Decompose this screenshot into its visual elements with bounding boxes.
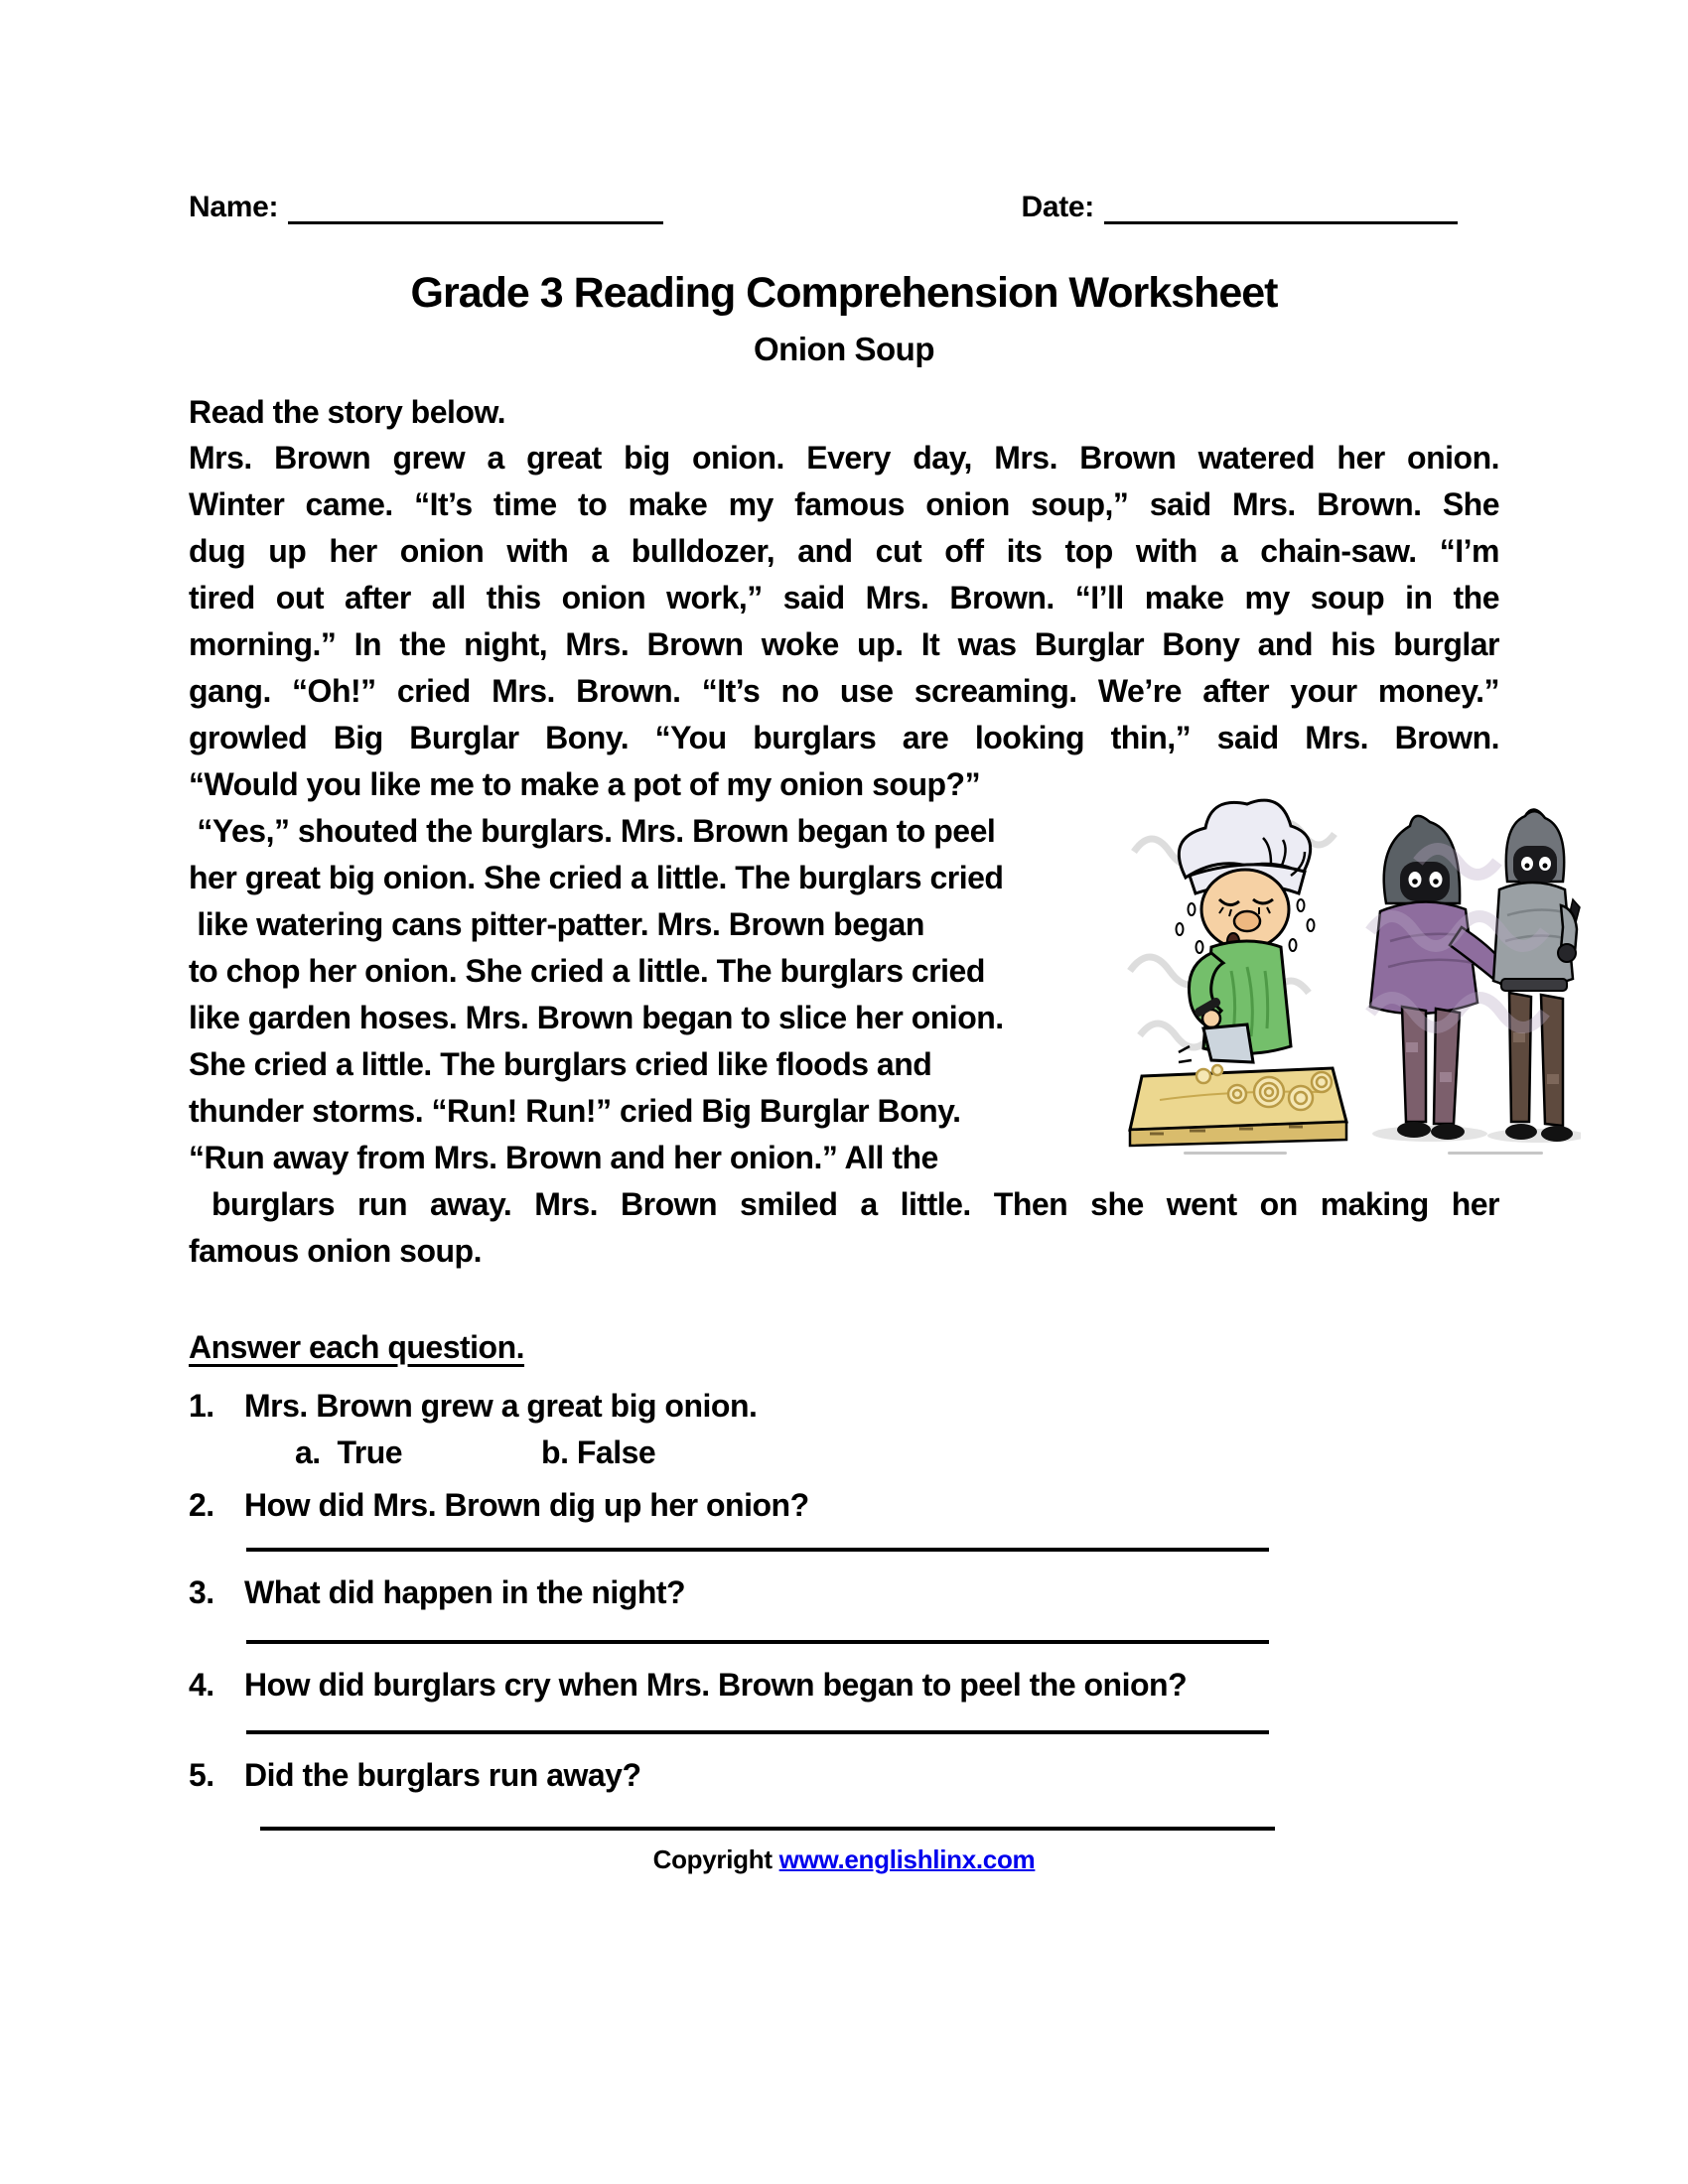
question-number: 2. [189, 1487, 214, 1523]
story-line: “Run away from Mrs. Brown and her onion.” All the [189, 1140, 938, 1175]
answer-blank-line [246, 1548, 1269, 1552]
cleaver-blade [1203, 1024, 1253, 1062]
story-title: Onion Soup [754, 331, 934, 367]
question-4 [189, 1662, 1499, 1708]
questions-heading: Answer each question. [189, 1329, 525, 1365]
story-line: to chop her onion. She cried a little. The burglars cried [189, 953, 985, 989]
story-illustration [1120, 782, 1581, 1163]
footer [189, 1844, 1499, 1875]
clipart-attribution-mark [1448, 1152, 1543, 1155]
story-line: like garden hoses. Mrs. Brown began to slice her onion. [189, 1000, 1004, 1035]
instructions: Read the story below. [189, 394, 506, 430]
story-line: like watering cans pitter-patter. Mrs. Brown began [189, 906, 924, 942]
question-text: Did the burglars run away? [244, 1757, 641, 1793]
story-line: morning.” In the night, Mrs. Brown woke up. It was Burglar Bony and his burglar [189, 626, 1499, 662]
answer-blank-line [246, 1730, 1269, 1734]
question-text: How did Mrs. Brown dig up her onion? [244, 1487, 809, 1523]
question-text: How did burglars cry when Mrs. Brown began to peel the onion? [244, 1667, 1188, 1703]
question-number: 4. [189, 1667, 214, 1703]
copyright-link[interactable]: www.englishlinx.com [778, 1844, 1036, 1874]
question-text: Mrs. Brown grew a great big onion. [244, 1388, 758, 1424]
name-label: Name: [189, 191, 279, 223]
question-number: 5. [189, 1757, 214, 1793]
chef-head [1201, 870, 1289, 949]
question-1 [189, 1383, 1499, 1430]
question-text: What did happen in the night? [244, 1574, 686, 1610]
answer-blank-line [260, 1827, 1275, 1831]
story-line: Mrs. Brown grew a great big onion. Every day, Mrs. Brown watered her onion. [189, 440, 1499, 476]
story-line: “Would you like me to make a pot of my onion soup?” [189, 766, 981, 802]
story-line: famous onion soup. [189, 1233, 482, 1269]
crying-chef-clipart [1130, 800, 1346, 1155]
date-label: Date: [1021, 191, 1094, 223]
story-line: tired out after all this onion work,” said Mrs. Brown. “I’ll make my soup in the [189, 580, 1499, 615]
name-field-group [189, 191, 663, 224]
copyright-label: Copyright [652, 1844, 773, 1874]
story-line: She cried a little. The burglars cried like floods and [189, 1046, 932, 1082]
question-3 [189, 1570, 1499, 1616]
story-line: dug up her onion with a bulldozer, and cut off its top with a chain-saw. “I’m [189, 533, 1499, 569]
header [189, 0, 1499, 224]
name-blank-line [288, 193, 663, 224]
question-2 [189, 1482, 1499, 1529]
crying-chef-and-burglars-image [1120, 782, 1581, 1163]
burglars-clipart [1370, 809, 1581, 1155]
story-line: burglars run away. Mrs. Brown smiled a little. Then she went on making her [189, 1186, 1500, 1222]
story-line: gang. “Oh!” cried Mrs. Brown. “It’s no use screaming. We’re after your money.” [189, 673, 1499, 709]
clipart-attribution-mark [1184, 1152, 1287, 1155]
story-line: her great big onion. She cried a little. The burglars cried [189, 860, 1004, 895]
story-line: “Yes,” shouted the burglars. Mrs. Brown began to peel [189, 813, 996, 849]
question-number: 3. [189, 1574, 214, 1610]
option-a-true: a. True [295, 1434, 403, 1470]
question-5 [189, 1752, 1499, 1799]
date-blank-line [1104, 193, 1458, 224]
story-line: thunder storms. “Run! Run!” cried Big Burglar Bony. [189, 1093, 961, 1129]
option-b-false: b. False [541, 1434, 656, 1470]
question-1-options [295, 1430, 1499, 1476]
story-line: Winter came. “It’s time to make my famous onion soup,” said Mrs. Brown. She [189, 486, 1499, 522]
question-number: 1. [189, 1388, 214, 1424]
page-title: Grade 3 Reading Comprehension Worksheet [410, 269, 1278, 317]
date-field-group [1021, 191, 1458, 224]
story-line: growled Big Burglar Bony. “You burglars are looking thin,” said Mrs. Brown. [189, 720, 1499, 755]
answer-blank-line [246, 1640, 1269, 1644]
